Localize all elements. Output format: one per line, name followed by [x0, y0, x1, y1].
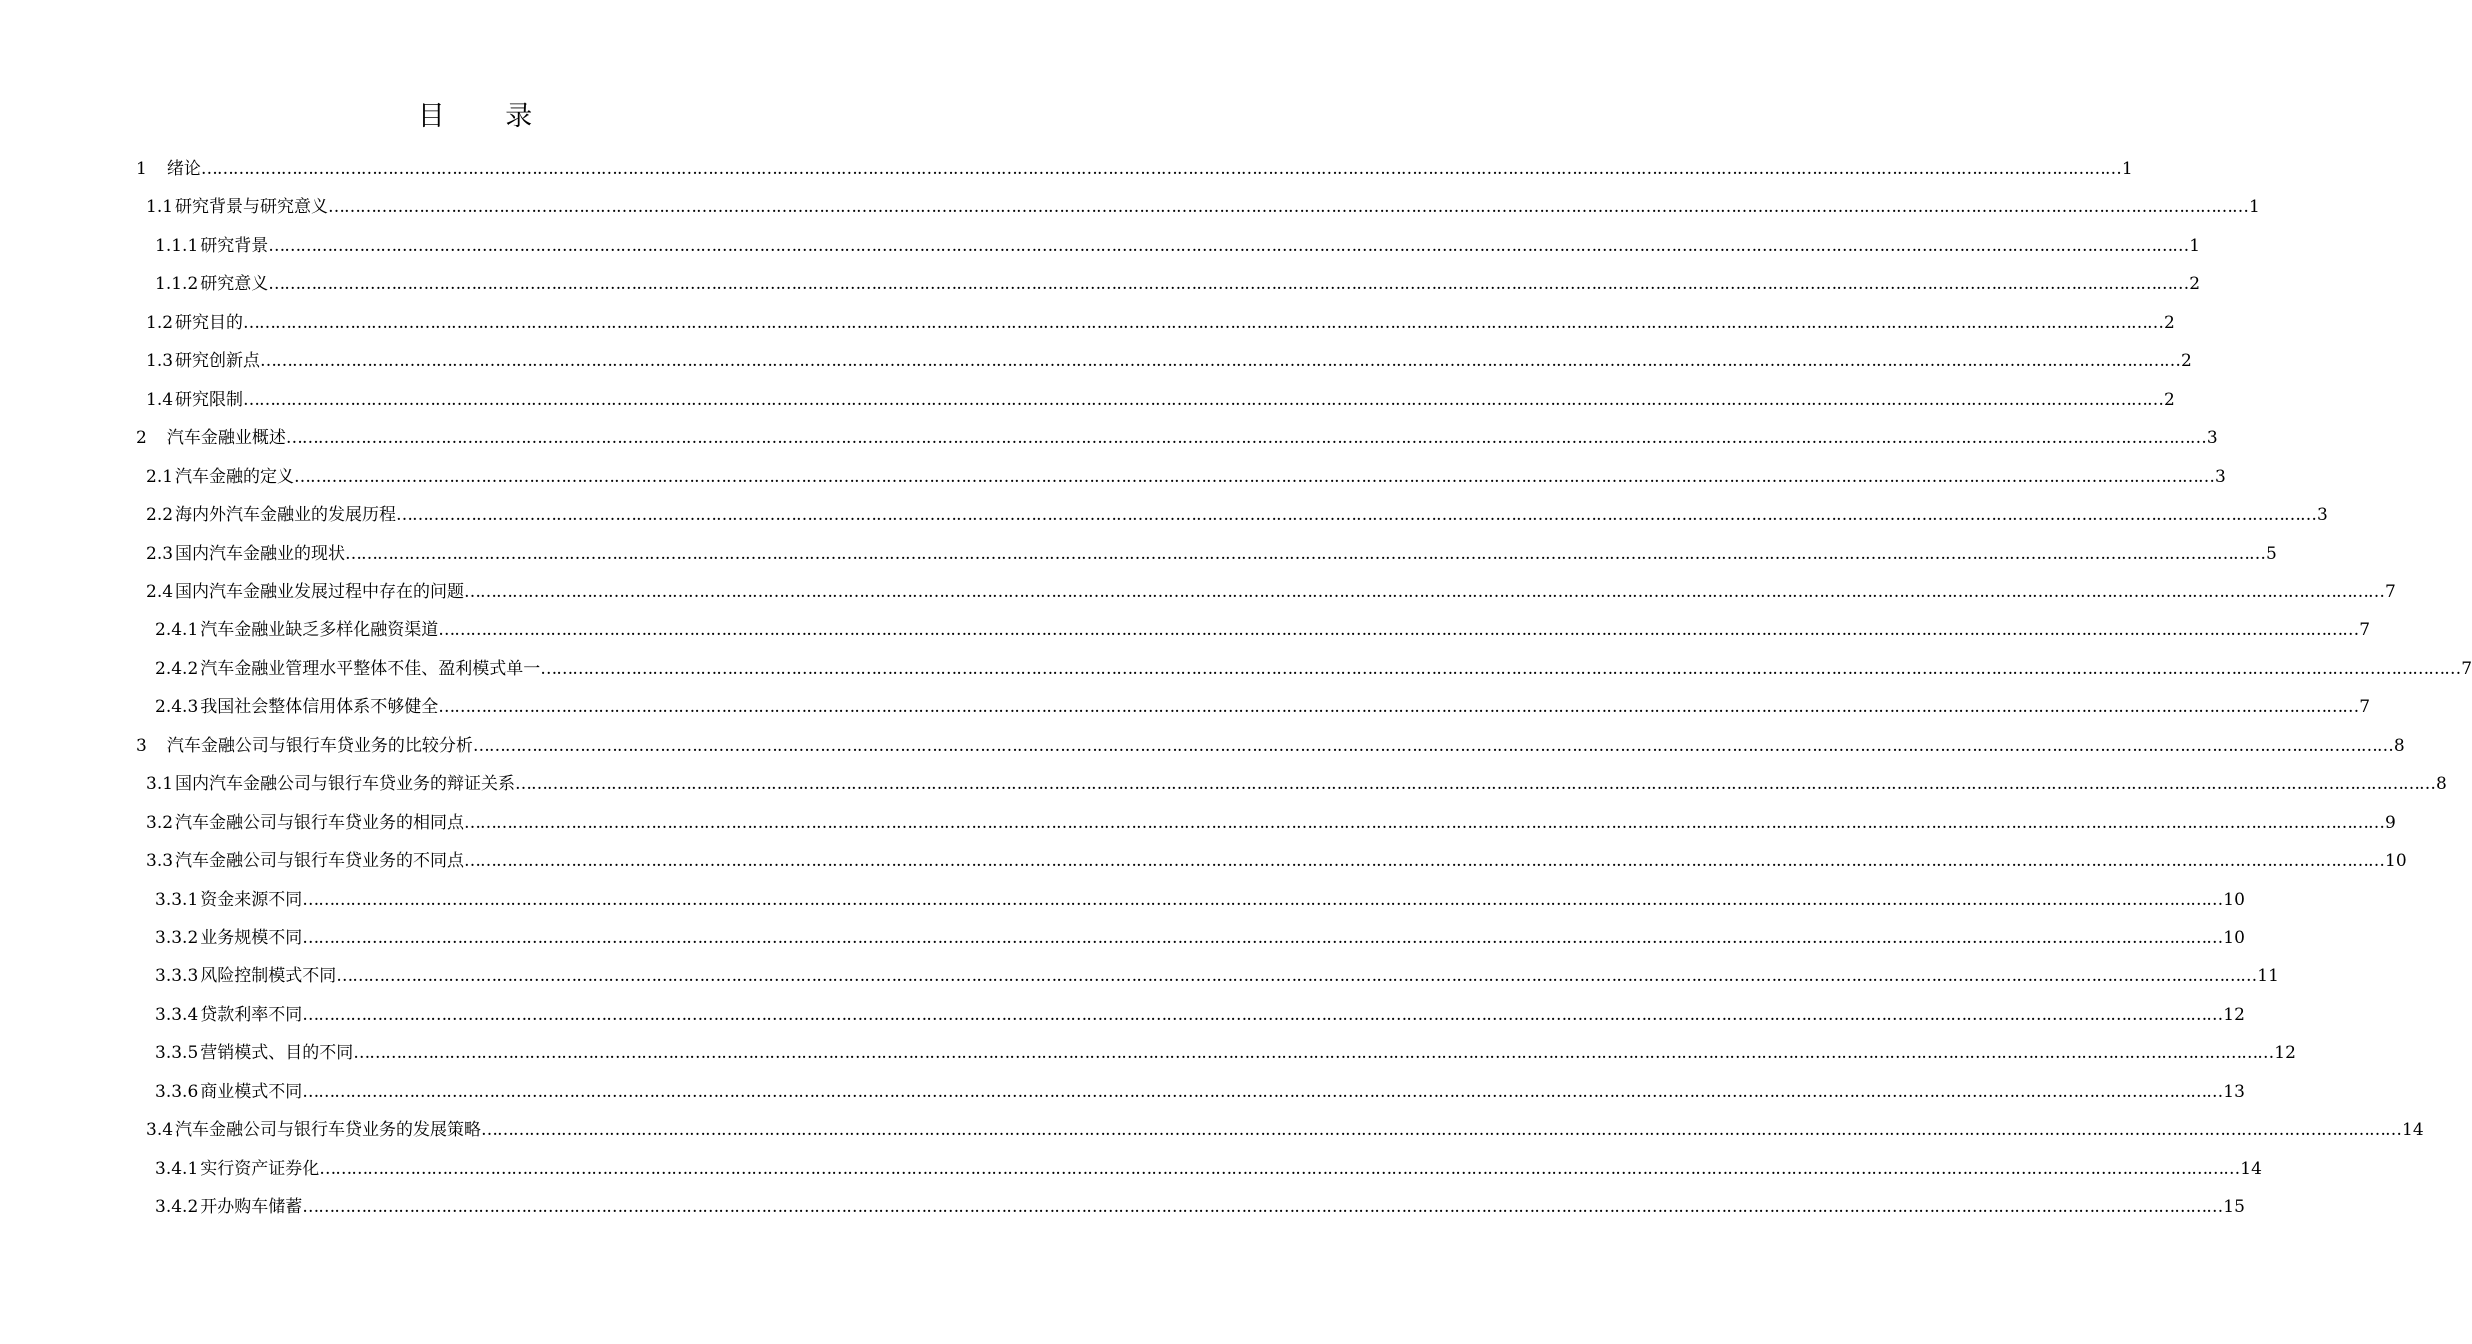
page-title: 目 录 — [417, 101, 559, 132]
toc-entry-title: 国内汽车金融业发展过程中存在的问题 — [175, 581, 465, 602]
toc-leader-dots: ……………………………………………………………………………………………………………………………………………………………………………………………………………………………………………………………………………………………………………………………… — [302, 889, 2223, 910]
toc-entry-number: 3.4.2 — [155, 1197, 199, 1218]
toc-entry-title: 贷款利率不同 — [200, 1004, 303, 1025]
toc-entry-page: 3 — [2317, 505, 2328, 526]
toc-entry-page: 7 — [2359, 620, 2371, 641]
toc-entry[interactable] — [146, 541, 2277, 567]
toc-entry-number: 2.4.3 — [155, 697, 199, 718]
toc-entry-number: 3.1 — [146, 774, 174, 795]
toc-entry[interactable] — [136, 156, 2133, 182]
toc-entry-title: 海内外汽车金融业的发展历程 — [175, 505, 397, 526]
toc-entry-title: 汽车金融公司与银行车贷业务的比较分析 — [166, 735, 473, 756]
toc-entry-page: 13 — [2223, 1081, 2245, 1102]
toc-entry-page: 2 — [2164, 389, 2175, 410]
toc-entry-page: 5 — [2266, 543, 2277, 564]
toc-entry-page: 12 — [2223, 1004, 2245, 1025]
toc-leader-dots: ……………………………………………………………………………………………………………………………………………………………………………………………………………………………………………………………………………………………………………………………… — [472, 735, 2393, 756]
toc-entry-title: 绪论 — [166, 159, 201, 179]
toc-entry-title: 研究目的 — [175, 312, 244, 333]
toc-entry-title: 研究背景 — [200, 235, 269, 256]
toc-entry-title: 资金来源不同 — [200, 889, 303, 910]
toc-entry-title: 汽车金融业管理水平整体不佳、盈利模式单一 — [200, 658, 541, 679]
toc-leader-dots: ……………………………………………………………………………………………………………………………………………………………………………………………………………………………………………………………………………………………………………………………… — [285, 428, 2206, 449]
toc-entry[interactable] — [155, 925, 2245, 951]
toc-entry-page: 10 — [2223, 889, 2245, 910]
toc-leader-dots: ……………………………………………………………………………………………………………………………………………………………………………………………………………………………………………………………………………………………………………………………… — [464, 812, 2385, 833]
toc-leader-dots: ……………………………………………………………………………………………………………………………………………………………………………………………………………………………………………………………………………………………………………………………… — [464, 581, 2385, 602]
toc-leader-dots: ……………………………………………………………………………………………………………………………………………………………………………………………………………………………………………………………………………………………………………………………… — [438, 620, 2359, 641]
toc-entry-title: 研究创新点 — [175, 351, 261, 372]
toc-entry-title: 汽车金融公司与银行车贷业务的发展策略 — [175, 1120, 482, 1141]
toc-entry-page: 12 — [2274, 1043, 2296, 1064]
toc-entry[interactable] — [155, 1156, 2262, 1182]
toc-leader-dots: ……………………………………………………………………………………………………………………………………………………………………………………………………………………………………………………………………………………………………………………………… — [319, 1158, 2240, 1179]
toc-entry[interactable] — [146, 502, 2328, 528]
toc-entry-number: 1.1.1 — [155, 235, 199, 256]
toc-entry[interactable] — [146, 848, 2407, 874]
toc-entry-page: 2 — [2164, 312, 2175, 333]
toc-entry-page: 1 — [2249, 197, 2260, 218]
toc-entry-page: 15 — [2223, 1197, 2245, 1218]
toc-entry-page: 1 — [2189, 235, 2201, 256]
toc-entry[interactable] — [155, 233, 2201, 259]
toc-leader-dots: ……………………………………………………………………………………………………………………………………………………………………………………………………………………………………………………………………………………………………………………………… — [294, 466, 2215, 487]
toc-entry[interactable] — [155, 1002, 2245, 1028]
toc-entry-title: 研究限制 — [175, 389, 244, 410]
toc-entry-title: 风险控制模式不同 — [200, 966, 337, 987]
toc-leader-dots: ……………………………………………………………………………………………………………………………………………………………………………………………………………………………………………………………………………………………………………………………… — [260, 351, 2181, 372]
toc-entry-number: 3.3.4 — [155, 1004, 199, 1025]
toc-entry-page: 3 — [2215, 466, 2226, 487]
toc-entry[interactable] — [146, 464, 2226, 490]
toc-entry-page: 8 — [2436, 774, 2447, 795]
toc-entry-number: 2.4.2 — [155, 658, 199, 679]
toc-entry-page: 3 — [2206, 428, 2218, 449]
toc-entry[interactable] — [146, 579, 2396, 605]
toc-entry-number: 1.3 — [146, 351, 174, 372]
toc-entry-number: 1.1 — [146, 197, 174, 218]
toc-leader-dots: ……………………………………………………………………………………………………………………………………………………………………………………………………………………………………………………………………………………………………………………………… — [353, 1043, 2274, 1064]
toc-leader-dots: ……………………………………………………………………………………………………………………………………………………………………………………………………………………………………………………………………………………………………………………………… — [243, 312, 2164, 333]
toc-leader-dots: ……………………………………………………………………………………………………………………………………………………………………………………………………………………………………………………………………………………………………………………………… — [302, 1197, 2223, 1218]
toc-entry-number: 3.2 — [146, 812, 174, 833]
toc-entry-title: 汽车金融业概述 — [166, 428, 286, 449]
toc-entry[interactable] — [155, 1040, 2296, 1066]
toc-entry-title: 开办购车储蓄 — [200, 1197, 303, 1218]
toc-entry-number: 2 — [136, 428, 147, 449]
toc-entry-number: 3 — [136, 735, 147, 756]
toc-entry-page: 11 — [2257, 966, 2279, 987]
toc-entry-number: 3.4.1 — [155, 1158, 199, 1179]
toc-entry[interactable] — [155, 656, 2472, 682]
toc-leader-dots: ……………………………………………………………………………………………………………………………………………………………………………………………………………………………………………………………………………………………………………………………… — [328, 197, 2249, 218]
toc-entry-page: 9 — [2385, 812, 2396, 833]
toc-entry-number: 1.4 — [146, 389, 174, 410]
toc-entry-page: 7 — [2385, 581, 2396, 602]
toc-leader-dots: ……………………………………………………………………………………………………………………………………………………………………………………………………………………………………………………………………………………………………………………………… — [464, 851, 2385, 872]
toc-entry-number: 3.4 — [146, 1120, 174, 1141]
toc-entry-page: 2 — [2181, 351, 2192, 372]
toc-entry-title: 汽车金融公司与银行车贷业务的不同点 — [175, 851, 465, 872]
toc-entry-page: 14 — [2402, 1120, 2424, 1141]
toc-entry-title: 汽车金融公司与银行车贷业务的相同点 — [175, 812, 465, 833]
toc-entry-number: 3.3.2 — [155, 928, 199, 948]
toc-entry-number: 3.3.3 — [155, 966, 199, 987]
toc-entry-title: 汽车金融业缺乏多样化融资渠道 — [200, 620, 439, 641]
toc-entry[interactable] — [155, 887, 2245, 913]
toc-leader-dots: ……………………………………………………………………………………………………………………………………………………………………………………………………………………………………………………………………………………………………………………………… — [396, 505, 2317, 526]
toc-entry-number: 1.2 — [146, 312, 174, 333]
toc-entry[interactable] — [146, 387, 2175, 413]
toc-entry[interactable] — [136, 425, 2218, 451]
toc-leader-dots: ……………………………………………………………………………………………………………………………………………………………………………………………………………………………………………………………………………………………………………………………… — [302, 928, 2223, 948]
toc-entry-number: 2.4 — [146, 581, 174, 602]
toc-leader-dots: ……………………………………………………………………………………………………………………………………………………………………………………………………………………………………………………………………………………………………………………………… — [200, 159, 2121, 179]
toc-leader-dots: ……………………………………………………………………………………………………………………………………………………………………………………………………………………………………………………………………………………………………………………………… — [438, 697, 2359, 718]
toc-leader-dots: ……………………………………………………………………………………………………………………………………………………………………………………………………………………………………………………………………………………………………………………………… — [268, 274, 2189, 295]
toc-entry-page: 7 — [2359, 697, 2371, 718]
toc-entry[interactable] — [155, 617, 2371, 643]
toc-entry-page: 10 — [2385, 851, 2407, 872]
toc-entry[interactable] — [155, 694, 2371, 720]
toc-entry-title: 研究意义 — [200, 274, 269, 295]
toc-entry-title: 商业模式不同 — [200, 1081, 303, 1102]
toc-entry[interactable] — [146, 310, 2175, 336]
toc-leader-dots: ……………………………………………………………………………………………………………………………………………………………………………………………………………………………………………………………………………………………………………………………… — [345, 543, 2266, 564]
toc-entry[interactable] — [155, 1194, 2245, 1220]
toc-entry-title: 研究背景与研究意义 — [175, 197, 329, 218]
toc-entry[interactable] — [155, 271, 2201, 297]
toc-entry-title: 业务规模不同 — [200, 928, 303, 948]
toc-entry[interactable] — [146, 1117, 2424, 1143]
toc-entry-title: 国内汽车金融公司与银行车贷业务的辩证关系 — [175, 774, 516, 795]
toc-leader-dots: ……………………………………………………………………………………………………………………………………………………………………………………………………………………………………………………………………………………………………………………………… — [515, 774, 2436, 795]
toc-entry[interactable] — [146, 194, 2260, 220]
toc-entry-number: 3.3.6 — [155, 1081, 199, 1102]
toc-entry-number: 1 — [136, 159, 147, 179]
toc-leader-dots: ……………………………………………………………………………………………………………………………………………………………………………………………………………………………………………………………………………………………………………………………… — [540, 658, 2461, 679]
toc-entry-number: 3.3.5 — [155, 1043, 199, 1064]
toc-entry[interactable] — [146, 348, 2192, 374]
toc-leader-dots: ……………………………………………………………………………………………………………………………………………………………………………………………………………………………………………………………………………………………………………………………… — [243, 389, 2164, 410]
toc-leader-dots: ……………………………………………………………………………………………………………………………………………………………………………………………………………………………………………………………………………………………………………………………… — [268, 235, 2189, 256]
toc-leader-dots: ……………………………………………………………………………………………………………………………………………………………………………………………………………………………………………………………………………………………………………………………… — [302, 1081, 2223, 1102]
toc-entry-number: 2.2 — [146, 505, 174, 526]
toc-entry[interactable] — [146, 810, 2396, 836]
toc-entry-title: 营销模式、目的不同 — [200, 1043, 354, 1064]
toc-entry-number: 3.3 — [146, 851, 174, 872]
toc-leader-dots: ……………………………………………………………………………………………………………………………………………………………………………………………………………………………………………………………………………………………………………………………… — [336, 966, 2257, 987]
toc-entry-title: 实行资产证券化 — [200, 1158, 320, 1179]
toc-entry-title: 国内汽车金融业的现状 — [175, 543, 346, 564]
toc-entry-page: 1 — [2121, 159, 2133, 179]
toc-entry-number: 1.1.2 — [155, 274, 199, 295]
toc-entry[interactable] — [155, 963, 2279, 989]
toc-entry-page: 2 — [2189, 274, 2201, 295]
toc-entry-number: 2.4.1 — [155, 620, 199, 641]
toc-leader-dots: ……………………………………………………………………………………………………………………………………………………………………………………………………………………………………………………………………………………………………………………………… — [302, 1004, 2223, 1025]
toc-entry-number: 2.1 — [146, 466, 174, 487]
toc-entry-page: 14 — [2240, 1158, 2262, 1179]
toc-leader-dots: ……………………………………………………………………………………………………………………………………………………………………………………………………………………………………………………………………………………………………………………………… — [481, 1120, 2402, 1141]
toc-entry-title: 汽车金融的定义 — [175, 466, 295, 487]
toc-entry-title: 我国社会整体信用体系不够健全 — [200, 697, 439, 718]
toc-entry-number: 2.3 — [146, 543, 174, 564]
toc-entry[interactable] — [155, 1079, 2245, 1105]
toc-entry-page: 8 — [2393, 735, 2405, 756]
toc-entry-number: 3.3.1 — [155, 889, 199, 910]
toc-entry[interactable] — [136, 733, 2405, 759]
toc-entry[interactable] — [146, 771, 2447, 797]
toc-entry-page: 10 — [2223, 928, 2245, 948]
toc-entry-page: 7 — [2461, 658, 2472, 679]
